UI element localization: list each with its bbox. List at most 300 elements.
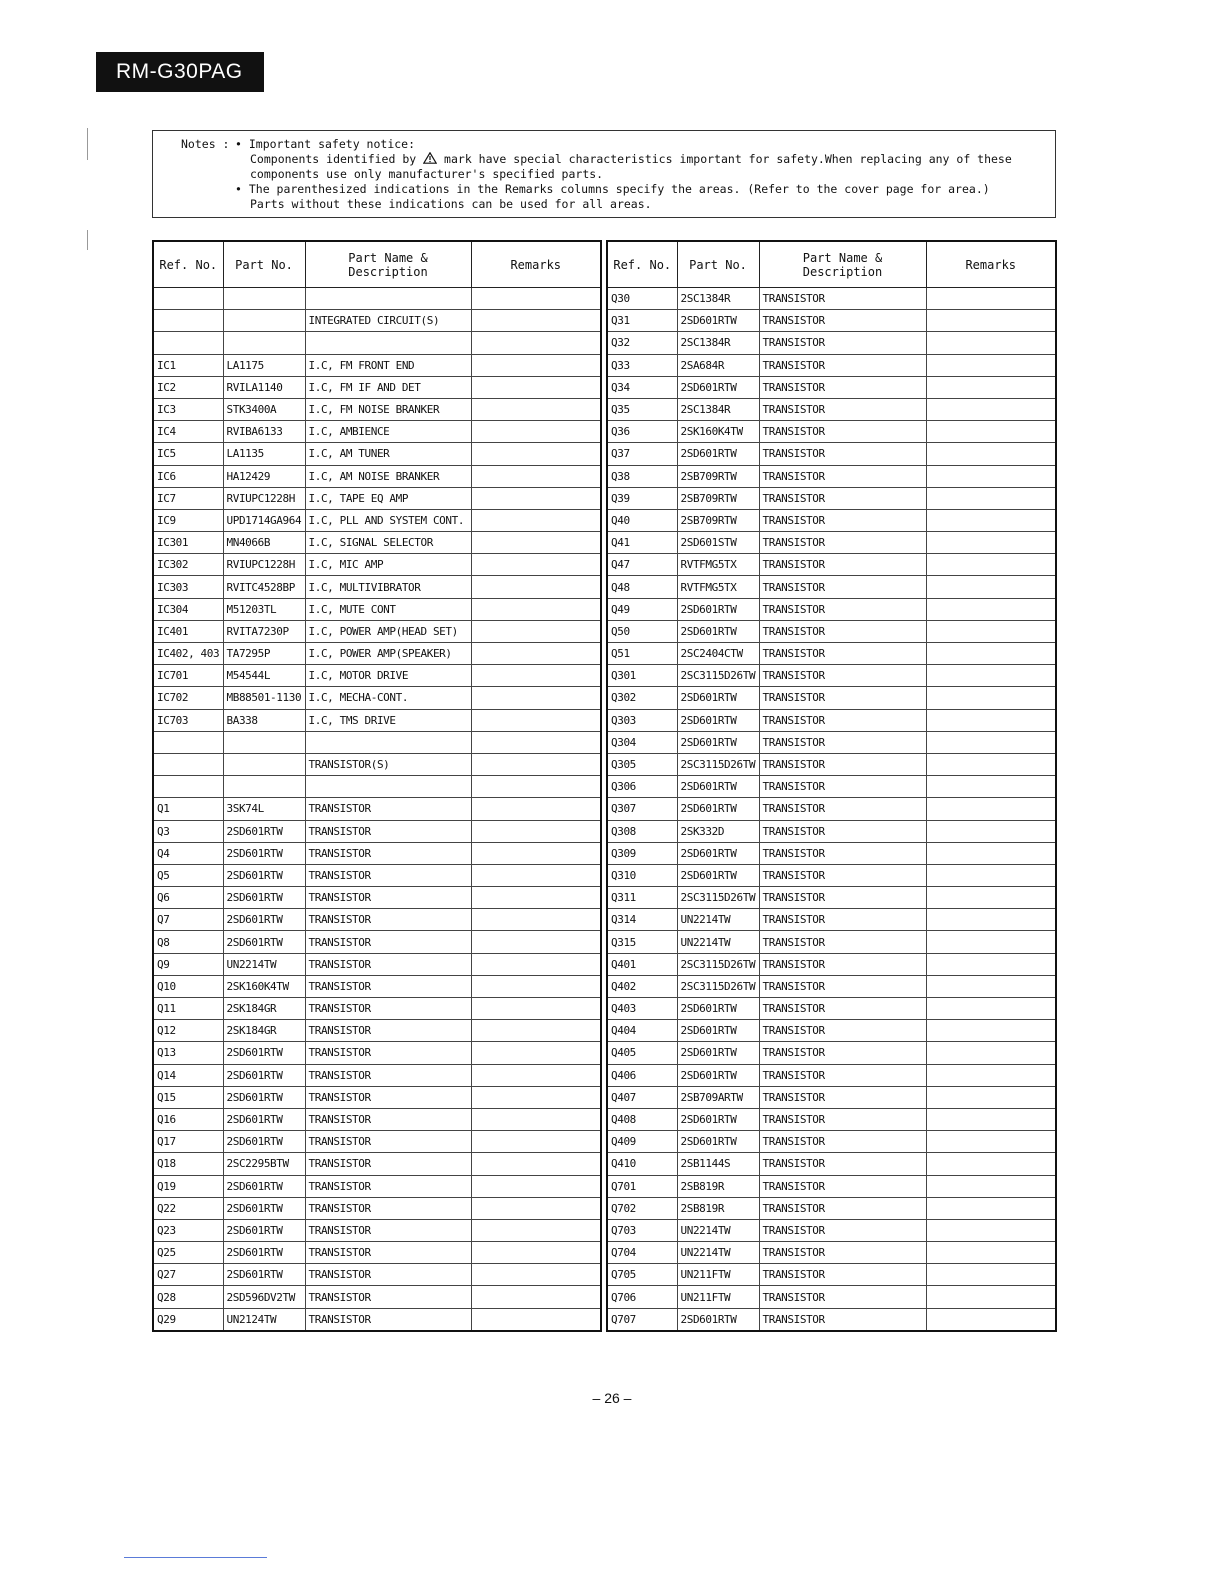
ref-no-cell: IC9: [153, 509, 223, 531]
remarks-cell: [926, 310, 1056, 332]
part-no-cell: 2SC1384R: [677, 288, 759, 310]
ref-no-cell: Q13: [153, 1042, 223, 1064]
table-row: [153, 687, 601, 709]
remarks-cell: [471, 864, 601, 886]
table-row: [607, 842, 1056, 864]
ref-no-cell: IC303: [153, 576, 223, 598]
description-cell: [305, 332, 471, 354]
description-cell: TRANSISTOR: [305, 1264, 471, 1286]
remarks-cell: [926, 332, 1056, 354]
col-header-part-no: Part No.: [677, 241, 759, 288]
description-cell: I.C, MECHA-CONT.: [305, 687, 471, 709]
table-row: [607, 998, 1056, 1020]
col-header-part-name: Part Name & Description: [305, 241, 471, 288]
part-no-cell: RVIUPC1228H: [223, 487, 305, 509]
part-no-cell: 2SD601RTW: [223, 931, 305, 953]
part-no-cell: M54544L: [223, 665, 305, 687]
part-no-cell: 2SD601RTW: [677, 1064, 759, 1086]
description-cell: I.C, FM FRONT END: [305, 354, 471, 376]
table-row: [607, 421, 1056, 443]
part-no-cell: UN2214TW: [677, 1219, 759, 1241]
description-cell: TRANSISTOR: [305, 1242, 471, 1264]
part-no-cell: MB88501-1130: [223, 687, 305, 709]
ref-no-cell: Q38: [607, 465, 677, 487]
part-no-cell: [223, 776, 305, 798]
part-no-cell: 2SD601RTW: [223, 1064, 305, 1086]
notes-line: • The parenthesized indications in the Remarks columns specify the areas. (Refer to the cover page for area.): [235, 182, 990, 196]
part-no-cell: 2SB819R: [677, 1175, 759, 1197]
remarks-cell: [926, 776, 1056, 798]
description-cell: TRANSISTOR: [305, 887, 471, 909]
description-cell: TRANSISTOR: [305, 1131, 471, 1153]
footer-line: [124, 1557, 267, 1558]
table-row: [153, 554, 601, 576]
parts-table-left: [152, 240, 602, 1332]
description-cell: [305, 288, 471, 310]
ref-no-cell: [153, 753, 223, 775]
remarks-cell: [471, 753, 601, 775]
ref-no-cell: Q405: [607, 1042, 677, 1064]
description-cell: [305, 731, 471, 753]
part-no-cell: 2SC3115D26TW: [677, 665, 759, 687]
notes-text: mark have special characteristics important for safety.When replacing any of these: [444, 152, 1012, 166]
remarks-cell: [926, 1108, 1056, 1130]
ref-no-cell: [153, 332, 223, 354]
ref-no-cell: IC4: [153, 421, 223, 443]
remarks-cell: [926, 820, 1056, 842]
table-row: [153, 398, 601, 420]
description-cell: I.C, PLL AND SYSTEM CONT.: [305, 509, 471, 531]
remarks-cell: [471, 620, 601, 642]
remarks-cell: [471, 1108, 601, 1130]
description-cell: I.C, SIGNAL SELECTOR: [305, 532, 471, 554]
ref-no-cell: IC7: [153, 487, 223, 509]
ref-no-cell: IC304: [153, 598, 223, 620]
notes-line: components use only manufacturer's specified parts.: [250, 167, 604, 181]
ref-no-cell: Q40: [607, 509, 677, 531]
table-row: [153, 1308, 601, 1331]
part-no-cell: UN211FTW: [677, 1286, 759, 1308]
ref-no-cell: Q703: [607, 1219, 677, 1241]
table-row: [607, 820, 1056, 842]
description-cell: TRANSISTOR: [759, 820, 926, 842]
part-no-cell: 2SC2295BTW: [223, 1153, 305, 1175]
table-row: [607, 576, 1056, 598]
part-no-cell: RVIUPC1228H: [223, 554, 305, 576]
table-row: [153, 709, 601, 731]
table-row: [607, 1242, 1056, 1264]
description-cell: I.C, AM TUNER: [305, 443, 471, 465]
ref-no-cell: Q706: [607, 1286, 677, 1308]
remarks-cell: [926, 554, 1056, 576]
remarks-cell: [926, 1264, 1056, 1286]
remarks-cell: [471, 687, 601, 709]
table-row: [153, 576, 601, 598]
ref-no-cell: Q18: [153, 1153, 223, 1175]
description-cell: TRANSISTOR: [759, 576, 926, 598]
table-row: [607, 509, 1056, 531]
table-row: [607, 887, 1056, 909]
remarks-cell: [926, 864, 1056, 886]
table-row: [153, 1264, 601, 1286]
remarks-cell: [471, 931, 601, 953]
ref-no-cell: Q35: [607, 398, 677, 420]
table-row: [153, 487, 601, 509]
part-no-cell: 2SD601RTW: [223, 1197, 305, 1219]
description-cell: TRANSISTOR: [305, 1197, 471, 1219]
part-no-cell: 2SD601RTW: [677, 443, 759, 465]
remarks-cell: [471, 1242, 601, 1264]
ref-no-cell: Q30: [607, 288, 677, 310]
part-no-cell: 3SK74L: [223, 798, 305, 820]
ref-no-cell: IC2: [153, 376, 223, 398]
description-cell: TRANSISTOR: [759, 443, 926, 465]
remarks-cell: [926, 443, 1056, 465]
remarks-cell: [471, 487, 601, 509]
description-cell: TRANSISTOR: [759, 332, 926, 354]
ref-no-cell: [153, 310, 223, 332]
col-header-part-name: Part Name & Description: [759, 241, 926, 288]
remarks-cell: [471, 776, 601, 798]
description-cell: TRANSISTOR: [759, 887, 926, 909]
ref-no-cell: Q702: [607, 1197, 677, 1219]
remarks-cell: [471, 709, 601, 731]
table-row: [153, 820, 601, 842]
ref-no-cell: Q408: [607, 1108, 677, 1130]
part-no-cell: UN2214TW: [677, 931, 759, 953]
part-no-cell: 2SK184GR: [223, 1020, 305, 1042]
ref-no-cell: Q32: [607, 332, 677, 354]
ref-no-cell: Q6: [153, 887, 223, 909]
part-no-cell: 2SD601RTW: [223, 1264, 305, 1286]
table-row: [607, 554, 1056, 576]
ref-no-cell: Q50: [607, 620, 677, 642]
part-no-cell: [223, 288, 305, 310]
table-row: [153, 665, 601, 687]
description-cell: TRANSISTOR: [305, 1308, 471, 1331]
description-cell: TRANSISTOR: [759, 1042, 926, 1064]
remarks-cell: [471, 1219, 601, 1241]
ref-no-cell: Q22: [153, 1197, 223, 1219]
table-row: [607, 332, 1056, 354]
description-cell: TRANSISTOR: [759, 1064, 926, 1086]
remarks-cell: [926, 753, 1056, 775]
part-no-cell: RVIBA6133: [223, 421, 305, 443]
table-row: [153, 975, 601, 997]
remarks-cell: [926, 576, 1056, 598]
table-row: [153, 909, 601, 931]
ref-no-cell: Q11: [153, 998, 223, 1020]
remarks-cell: [926, 953, 1056, 975]
remarks-cell: [926, 376, 1056, 398]
description-cell: I.C, FM IF AND DET: [305, 376, 471, 398]
description-cell: TRANSISTOR: [305, 1219, 471, 1241]
description-cell: I.C, POWER AMP(SPEAKER): [305, 643, 471, 665]
ref-no-cell: Q707: [607, 1308, 677, 1331]
description-cell: TRANSISTOR: [759, 864, 926, 886]
ref-no-cell: Q705: [607, 1264, 677, 1286]
ref-no-cell: Q4: [153, 842, 223, 864]
table-row: [607, 398, 1056, 420]
ref-no-cell: Q16: [153, 1108, 223, 1130]
part-no-cell: 2SD601RTW: [677, 620, 759, 642]
table-row: [607, 1286, 1056, 1308]
remarks-cell: [471, 1020, 601, 1042]
description-cell: TRANSISTOR: [759, 509, 926, 531]
part-no-cell: 2SD601RTW: [223, 909, 305, 931]
table-row: [607, 931, 1056, 953]
remarks-cell: [471, 398, 601, 420]
description-cell: TRANSISTOR: [759, 554, 926, 576]
description-cell: TRANSISTOR: [305, 1108, 471, 1130]
remarks-cell: [471, 332, 601, 354]
description-cell: TRANSISTOR: [759, 709, 926, 731]
ref-no-cell: Q51: [607, 643, 677, 665]
description-cell: TRANSISTOR(S): [305, 753, 471, 775]
remarks-cell: [471, 598, 601, 620]
description-cell: TRANSISTOR: [759, 931, 926, 953]
remarks-cell: [471, 1064, 601, 1086]
table-row: [153, 998, 601, 1020]
table-row: [607, 1219, 1056, 1241]
table-row: [153, 1108, 601, 1130]
part-no-cell: 2SD601RTW: [223, 820, 305, 842]
ref-no-cell: Q410: [607, 1153, 677, 1175]
remarks-cell: [926, 354, 1056, 376]
col-header-remarks: Remarks: [926, 241, 1056, 288]
part-no-cell: 2SK332D: [677, 820, 759, 842]
remarks-cell: [471, 310, 601, 332]
table-row: [153, 1131, 601, 1153]
ref-no-cell: Q15: [153, 1086, 223, 1108]
table-row: [607, 1020, 1056, 1042]
table-row: [153, 376, 601, 398]
part-no-cell: [223, 753, 305, 775]
remarks-cell: [926, 620, 1056, 642]
remarks-cell: [926, 288, 1056, 310]
ref-no-cell: IC701: [153, 665, 223, 687]
part-no-cell: LA1135: [223, 443, 305, 465]
table-row: [607, 620, 1056, 642]
ref-no-cell: Q704: [607, 1242, 677, 1264]
part-no-cell: 2SC3115D26TW: [677, 887, 759, 909]
description-cell: TRANSISTOR: [759, 532, 926, 554]
description-cell: I.C, TMS DRIVE: [305, 709, 471, 731]
part-no-cell: TA7295P: [223, 643, 305, 665]
ref-no-cell: IC6: [153, 465, 223, 487]
table-row: [153, 465, 601, 487]
ref-no-cell: IC703: [153, 709, 223, 731]
remarks-cell: [471, 953, 601, 975]
remarks-cell: [471, 1042, 601, 1064]
part-no-cell: M51203TL: [223, 598, 305, 620]
remarks-cell: [926, 1242, 1056, 1264]
remarks-cell: [471, 532, 601, 554]
table-row: [607, 665, 1056, 687]
description-cell: TRANSISTOR: [759, 1264, 926, 1286]
ref-no-cell: Q10: [153, 975, 223, 997]
part-no-cell: LA1175: [223, 354, 305, 376]
description-cell: TRANSISTOR: [759, 643, 926, 665]
description-cell: TRANSISTOR: [305, 975, 471, 997]
remarks-cell: [471, 465, 601, 487]
remarks-cell: [926, 1175, 1056, 1197]
remarks-cell: [926, 709, 1056, 731]
part-no-cell: UN2214TW: [677, 909, 759, 931]
ref-no-cell: Q23: [153, 1219, 223, 1241]
ref-no-cell: IC3: [153, 398, 223, 420]
part-no-cell: [223, 310, 305, 332]
description-cell: I.C, POWER AMP(HEAD SET): [305, 620, 471, 642]
part-no-cell: 2SD601RTW: [223, 1131, 305, 1153]
remarks-cell: [926, 1153, 1056, 1175]
table-row: [607, 354, 1056, 376]
part-no-cell: RVTFMG5TX: [677, 554, 759, 576]
table-row: [607, 1264, 1056, 1286]
ref-no-cell: Q47: [607, 554, 677, 576]
description-cell: TRANSISTOR: [759, 487, 926, 509]
description-cell: TRANSISTOR: [305, 820, 471, 842]
table-row: [607, 731, 1056, 753]
description-cell: TRANSISTOR: [759, 288, 926, 310]
margin-line: [87, 128, 88, 160]
part-no-cell: RVITC4528BP: [223, 576, 305, 598]
remarks-cell: [926, 798, 1056, 820]
remarks-cell: [926, 1197, 1056, 1219]
remarks-cell: [926, 1020, 1056, 1042]
ref-no-cell: Q311: [607, 887, 677, 909]
ref-no-cell: Q309: [607, 842, 677, 864]
table-row: [153, 598, 601, 620]
description-cell: TRANSISTOR: [305, 909, 471, 931]
ref-no-cell: Q12: [153, 1020, 223, 1042]
ref-no-cell: Q27: [153, 1264, 223, 1286]
description-cell: TRANSISTOR: [759, 310, 926, 332]
table-row: [607, 1308, 1056, 1331]
table-row: [607, 864, 1056, 886]
table-row: [607, 1064, 1056, 1086]
part-no-cell: 2SB709RTW: [677, 487, 759, 509]
description-cell: I.C, MIC AMP: [305, 554, 471, 576]
ref-no-cell: IC302: [153, 554, 223, 576]
page-number: – 26 –: [592, 1390, 632, 1406]
ref-no-cell: Q402: [607, 975, 677, 997]
remarks-cell: [471, 909, 601, 931]
part-no-cell: RVITA7230P: [223, 620, 305, 642]
remarks-cell: [471, 998, 601, 1020]
description-cell: TRANSISTOR: [759, 1286, 926, 1308]
table-row: [153, 776, 601, 798]
part-no-cell: UN211FTW: [677, 1264, 759, 1286]
remarks-cell: [471, 1197, 601, 1219]
ref-no-cell: Q305: [607, 753, 677, 775]
description-cell: TRANSISTOR: [305, 1064, 471, 1086]
ref-no-cell: IC402, 403: [153, 643, 223, 665]
col-header-ref-no: Ref. No.: [607, 241, 677, 288]
remarks-cell: [926, 975, 1056, 997]
description-cell: I.C, MUTE CONT: [305, 598, 471, 620]
description-cell: TRANSISTOR: [305, 1086, 471, 1108]
part-no-cell: 2SD601RTW: [677, 687, 759, 709]
ref-no-cell: Q5: [153, 864, 223, 886]
description-cell: TRANSISTOR: [759, 842, 926, 864]
part-no-cell: RVILA1140: [223, 376, 305, 398]
description-cell: TRANSISTOR: [759, 1020, 926, 1042]
col-header-remarks: Remarks: [471, 241, 601, 288]
part-no-cell: 2SD601RTW: [677, 1308, 759, 1331]
table-row: [153, 443, 601, 465]
description-cell: I.C, MULTIVIBRATOR: [305, 576, 471, 598]
part-no-cell: 2SD601RTW: [677, 798, 759, 820]
ref-no-cell: Q19: [153, 1175, 223, 1197]
part-no-cell: 2SD601RTW: [677, 1108, 759, 1130]
remarks-cell: [471, 975, 601, 997]
notes-line: • Important safety notice:: [235, 137, 416, 151]
ref-no-cell: [153, 288, 223, 310]
remarks-cell: [471, 665, 601, 687]
remarks-cell: [471, 509, 601, 531]
part-no-cell: 2SK160K4TW: [677, 421, 759, 443]
part-no-cell: 2SC1384R: [677, 398, 759, 420]
part-no-cell: 2SD601RTW: [677, 1042, 759, 1064]
part-no-cell: 2SC3115D26TW: [677, 753, 759, 775]
description-cell: TRANSISTOR: [759, 753, 926, 775]
remarks-cell: [926, 643, 1056, 665]
part-no-cell: UN2214TW: [677, 1242, 759, 1264]
description-cell: TRANSISTOR: [759, 1108, 926, 1130]
table-row: [607, 288, 1056, 310]
description-cell: TRANSISTOR: [305, 998, 471, 1020]
table-row: [607, 443, 1056, 465]
table-row: [607, 1131, 1056, 1153]
table-row: [607, 953, 1056, 975]
ref-no-cell: Q31: [607, 310, 677, 332]
table-row: [153, 1064, 601, 1086]
remarks-cell: [926, 1042, 1056, 1064]
remarks-cell: [471, 887, 601, 909]
table-row: [153, 1086, 601, 1108]
description-cell: TRANSISTOR: [305, 953, 471, 975]
table-row: [607, 687, 1056, 709]
ref-no-cell: Q39: [607, 487, 677, 509]
ref-no-cell: Q301: [607, 665, 677, 687]
table-row: [153, 310, 601, 332]
description-cell: I.C, TAPE EQ AMP: [305, 487, 471, 509]
ref-no-cell: Q404: [607, 1020, 677, 1042]
table-row: [153, 1286, 601, 1308]
part-no-cell: 2SB709RTW: [677, 465, 759, 487]
ref-no-cell: IC301: [153, 532, 223, 554]
ref-no-cell: Q314: [607, 909, 677, 931]
ref-no-cell: Q409: [607, 1131, 677, 1153]
remarks-cell: [471, 1153, 601, 1175]
remarks-cell: [471, 554, 601, 576]
part-no-cell: 2SD601RTW: [677, 376, 759, 398]
table-row: [153, 1175, 601, 1197]
ref-no-cell: Q33: [607, 354, 677, 376]
remarks-cell: [926, 998, 1056, 1020]
ref-no-cell: Q25: [153, 1242, 223, 1264]
table-row: [153, 288, 601, 310]
remarks-cell: [471, 288, 601, 310]
description-cell: TRANSISTOR: [759, 1175, 926, 1197]
part-no-cell: 2SD596DV2TW: [223, 1286, 305, 1308]
description-cell: TRANSISTOR: [759, 398, 926, 420]
part-no-cell: RVTFMG5TX: [677, 576, 759, 598]
table-row: [153, 509, 601, 531]
ref-no-cell: Q8: [153, 931, 223, 953]
remarks-cell: [471, 354, 601, 376]
